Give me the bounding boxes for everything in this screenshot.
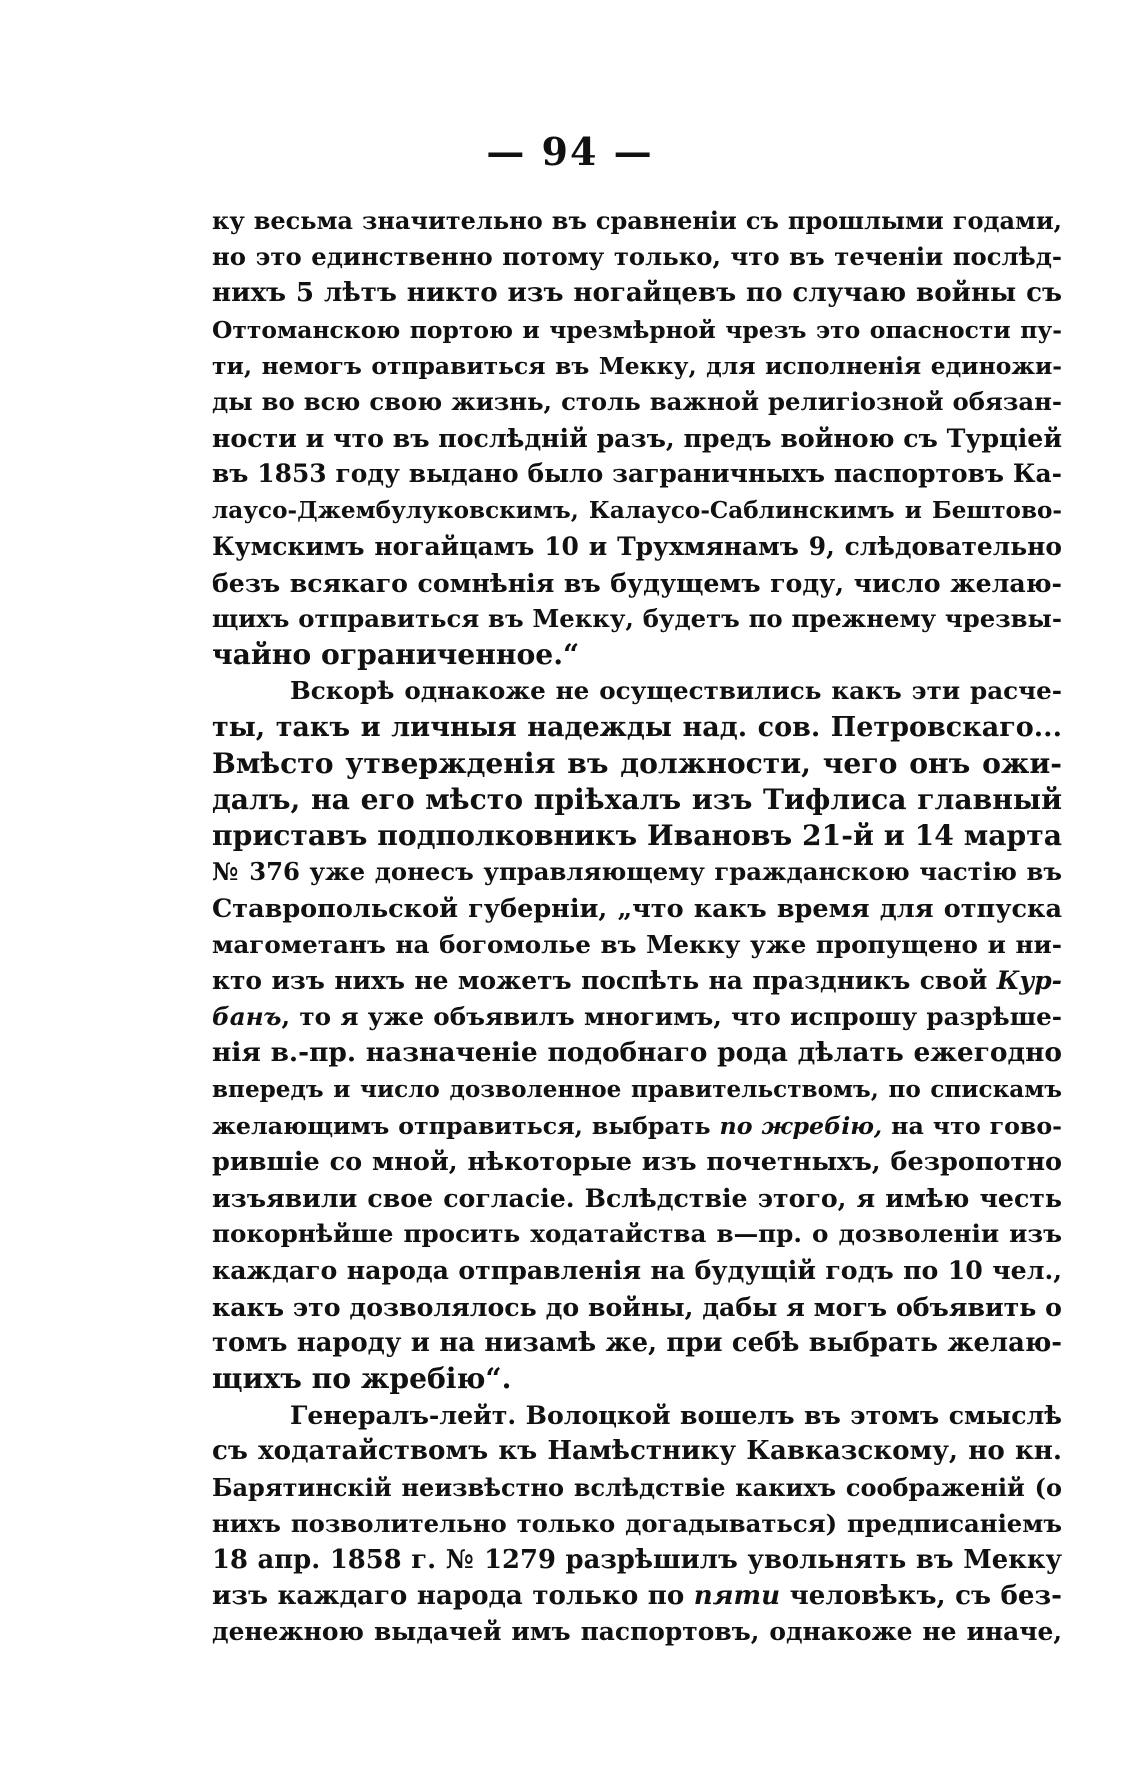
text-segment: кто изъ нихъ не можетъ поспѣть на праздникъ свой xyxy=(212,965,997,995)
text-line: магометанъ на богомолье въ Мекку уже пропущено и ни- xyxy=(212,929,1062,959)
text-line: чайно ограниченное.“ xyxy=(212,638,580,672)
text-line: далъ, на его мѣсто пріѣхалъ изъ Тифлиса главный xyxy=(212,783,1062,816)
text-line: каждаго народа отправленія на будущій годъ по 10 чел., xyxy=(212,1255,1062,1286)
text-line: ку весьма значительно въ сравненіи съ прошлыми годами, xyxy=(212,206,1062,235)
italic-emphasis: пяти xyxy=(693,1580,781,1612)
text-segment: изъ каждаго народа только по xyxy=(212,1580,694,1612)
text-line: Вмѣсто утвержденія въ должности, чего онъ ожи- xyxy=(212,746,1062,780)
text-line: Барятинскій неизвѣстно вслѣдствіе какихъ соображеній (о xyxy=(212,1472,1062,1502)
text-line: ности и что въ послѣдній разъ, предъ войною съ Турціей xyxy=(212,423,1062,454)
text-line: нія в.-пр. назначеніе подобнаго рода дѣлать ежегодно xyxy=(212,1037,1062,1069)
text-line: приставъ подполковникъ Ивановъ 21-й и 14 марта xyxy=(212,819,1062,853)
text-line: Ставропольской губерніи, „что какъ время для отпуска xyxy=(212,893,1062,924)
text-line: № 376 уже донесъ управляющему гражданскою частію въ xyxy=(212,857,1062,887)
page-number: — 94 — xyxy=(486,129,654,174)
text-line: покорнѣйше просить ходатайства в—пр. о дозволеніи изъ xyxy=(212,1219,1062,1249)
text-segment: , то я уже объявилъ многимъ, что испрошу разрѣше- xyxy=(281,1002,1062,1032)
text-line: впередъ и число дозволенное правительствомъ, по спискамъ xyxy=(212,1075,1062,1103)
text-line: лаусо-Джембулуковскимъ, Калаусо-Саблинскимъ и Бештово- xyxy=(212,496,1062,524)
text-line: безъ всякаго сомнѣнія въ будущемъ году, число желаю- xyxy=(212,567,1062,598)
text-line: Кумскимъ ногайцамъ 10 и Трухмянамъ 9, слѣдовательно xyxy=(212,531,1062,561)
text-line: нихъ 5 лѣтъ никто изъ ногайцевъ по случаю войны съ xyxy=(212,277,1062,309)
text-line: съ ходатайствомъ къ Намѣстнику Кавказскому, но кн. xyxy=(212,1435,1062,1467)
text-line: 18 апр. 1858 г. № 1279 разрѣшилъ увольнять въ Мекку xyxy=(212,1544,1062,1575)
text-segment: желающимъ отправиться, выбрать xyxy=(212,1111,720,1140)
italic-emphasis: Кур- xyxy=(996,965,1062,995)
text-line: щихъ отправиться въ Мекку, будетъ по прежнему чрезвы- xyxy=(212,604,1062,634)
text-line: изъявили свое согласіе. Вслѣдствіе этого, я имѣю честь xyxy=(212,1183,1062,1214)
text-line xyxy=(212,999,1062,1035)
text-line: нихъ позволительно только догадываться) предписаніемъ xyxy=(212,1508,1062,1538)
text-line: ти, немогъ отправиться въ Мекку, для исполненія единожи- xyxy=(212,351,1062,380)
text-segment: человѣкъ, съ без- xyxy=(780,1580,1062,1612)
text-line xyxy=(212,1578,1062,1614)
text-line: но это единственно потому только, что въ теченіи послѣд- xyxy=(212,242,1062,272)
text-line: Генералъ-лейт. Волоцкой вошелъ въ этомъ смыслѣ xyxy=(290,1400,1062,1431)
text-line: щихъ по жребію“. xyxy=(212,1362,512,1395)
italic-emphasis: банъ xyxy=(212,1002,282,1032)
italic-emphasis: по жребію, xyxy=(719,1111,883,1140)
text-line: Вскорѣ однакоже не осуществились какъ эти расче- xyxy=(290,676,1062,706)
text-line: Оттоманскою портою и чрезмѣрной чрезъ это опасности пу- xyxy=(212,315,1062,344)
text-line: денежною выдачей имъ паспортовъ, однакоже не иначе, xyxy=(212,1617,1062,1647)
text-line: томъ народу и на низамѣ же, при себѣ выбрать желаю- xyxy=(212,1327,1062,1358)
body-text xyxy=(212,203,1062,1651)
text-line: какъ это дозволялось до войны, дабы я могъ объявить о xyxy=(212,1291,1062,1322)
text-segment: на что гово- xyxy=(882,1111,1062,1140)
text-line: ды во всю свою жизнь, столь важной религіозной обязан- xyxy=(212,386,1062,416)
text-line: ты, такъ и личныя надежды над. сов. Петровскаго... xyxy=(212,711,1062,743)
text-line xyxy=(212,963,1062,999)
text-line: въ 1853 году выдано было заграничныхъ паспортовъ Ка- xyxy=(212,459,1062,489)
text-line: рившіе со мной, нѣкоторые изъ почетныхъ, безропотно xyxy=(212,1146,1062,1177)
text-line xyxy=(212,1108,1062,1144)
